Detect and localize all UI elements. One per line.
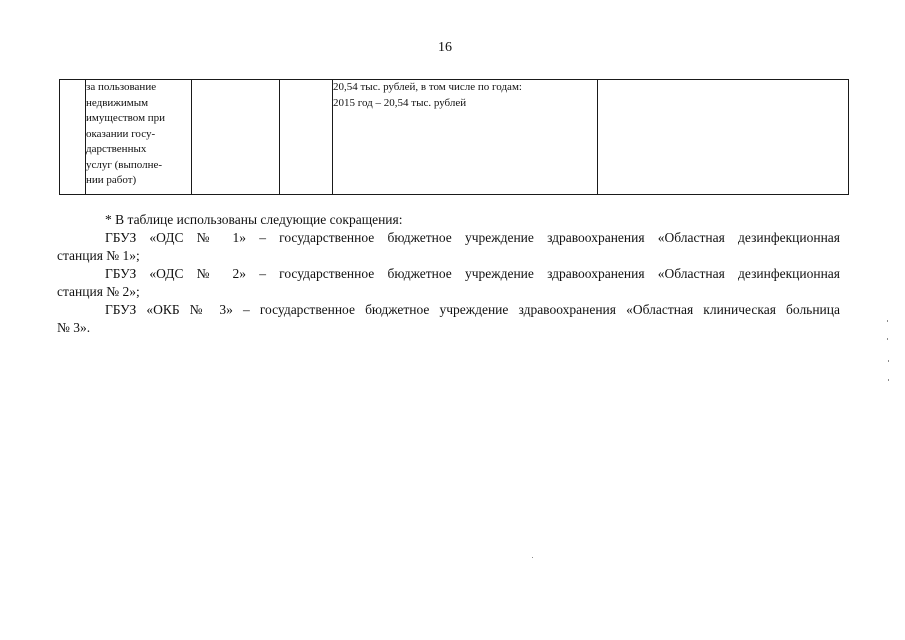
scan-speck bbox=[888, 360, 889, 362]
scan-speck bbox=[887, 320, 888, 322]
table-cell-empty bbox=[280, 80, 333, 195]
footnote-item-continuation: № 3». bbox=[57, 320, 91, 335]
table-cell-description bbox=[86, 80, 192, 195]
data-table bbox=[59, 79, 849, 195]
footnote-header: * В таблице использованы следующие сокращения: bbox=[105, 212, 403, 227]
cell-text-line: оказании госу- bbox=[86, 127, 156, 140]
scan-speck bbox=[887, 338, 888, 340]
footnote-item-line: ГБУЗ «ОДС № 2» – государственное бюджетное учреждение здравоохранения «Областная дезинфекционная bbox=[105, 266, 840, 281]
cell-text-line: 2015 год – 20,54 тыс. рублей bbox=[333, 96, 467, 109]
cell-text-line: за пользование bbox=[86, 81, 157, 93]
cell-text-line: нии работ) bbox=[86, 174, 137, 186]
footnote-item-line: ГБУЗ «ОКБ № 3» – государственное бюджетное учреждение здравоохранения «Областная клиническая больница bbox=[105, 302, 840, 317]
footnote-item-line: ГБУЗ «ОДС № 1» – государственное бюджетное учреждение здравоохранения «Областная дезинфекционная bbox=[105, 230, 840, 245]
footnotes bbox=[57, 211, 840, 337]
table-cell-funding bbox=[333, 80, 598, 195]
page-number: 16 bbox=[438, 40, 452, 55]
table-row bbox=[60, 80, 849, 195]
footnote-item-continuation: станция № 2»; bbox=[57, 284, 140, 299]
cell-text-line: недвижимым bbox=[86, 96, 149, 109]
cell-text-line: дарственных bbox=[86, 143, 147, 155]
table-cell-empty bbox=[598, 80, 849, 195]
cell-text-line: имуществом при bbox=[86, 112, 166, 124]
cell-text-line: услуг (выполне- bbox=[86, 158, 163, 171]
footnote-item-continuation: станция № 1»; bbox=[57, 248, 140, 263]
table-cell-index bbox=[60, 80, 86, 195]
table-cell-empty bbox=[192, 80, 280, 195]
cell-text-line: 20,54 тыс. рублей, в том числе по годам: bbox=[333, 81, 522, 93]
scan-speck bbox=[532, 557, 533, 558]
scan-speck bbox=[888, 379, 889, 381]
